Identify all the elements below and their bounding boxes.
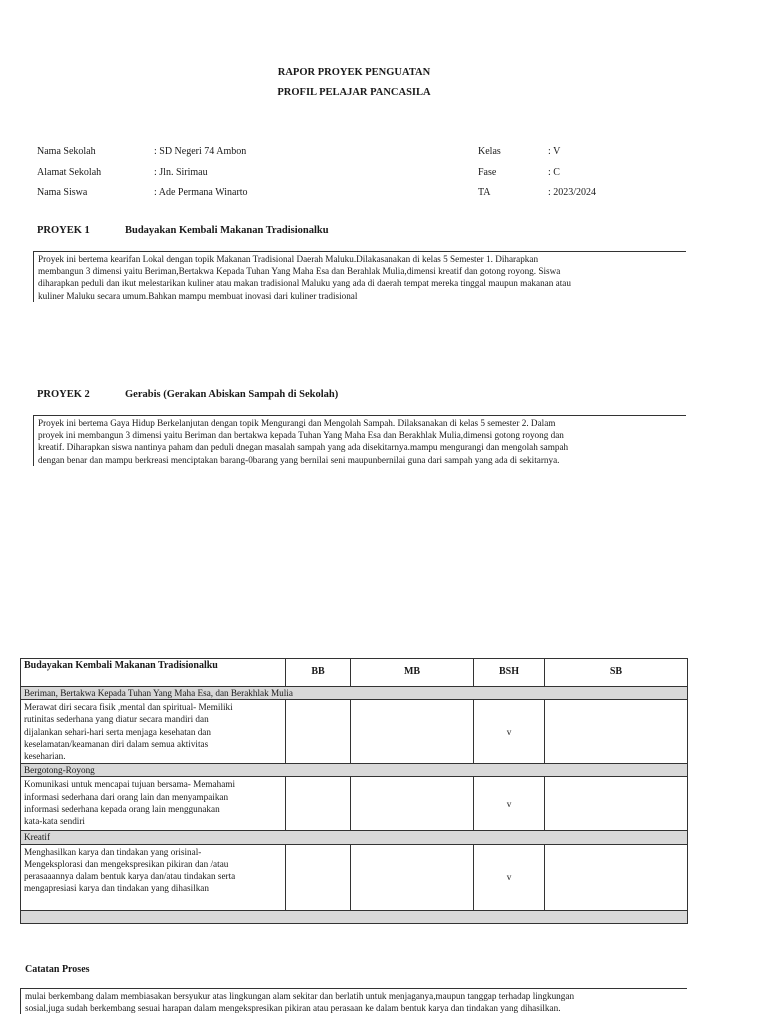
table-row	[21, 700, 688, 764]
criterion-line: keseharian.	[24, 751, 66, 762]
cell-mb	[351, 777, 474, 831]
criterion-line: mengapresiasi karya dan tindakan yang dihasilkan	[24, 883, 209, 894]
process-notes-line: sosial,juga sudah berkembang sesuai harapan dalam mengekspresikan pikiran atau perasaan ke dalam bentuk karya dan tindakan yang dihasilkan.	[25, 1003, 561, 1014]
process-notes-line: mulai berkembang dalam membiasakan bersyukur atas lingkungan alam sekitar dan berlatih untuk menjaganya,maupun tanggap terhadap lingkungan	[25, 991, 575, 1001]
cell-bsh: v	[474, 844, 545, 910]
cell-bb	[286, 777, 351, 831]
project2-description-line: proyek ini membangun 3 dimensi yaitu Beriman dan bertakwa kepada Tuhan Yang Maha Esa dan Berakhlak Mulia,dimensi gotong royong dan	[38, 430, 564, 441]
column-header-mb: MB	[351, 659, 474, 687]
project1-description-line: Proyek ini bertema kearifan Lokal dengan topik Makanan Tradisional Daerah Maluku.Dilakasanakan di kelas 5 Semester 1. Diharapkan	[38, 254, 539, 264]
student-name-value: : Ade Permana Winarto	[154, 187, 248, 198]
process-notes-label: Catatan Proses	[25, 964, 90, 975]
criterion-description	[21, 844, 286, 910]
cell-mb	[351, 844, 474, 910]
table-footer-cell	[21, 910, 688, 923]
table-project-title: Budayakan Kembali Makanan Tradisionalku	[21, 659, 286, 687]
dimension-row	[21, 687, 688, 700]
report-title-line1: RAPOR PROYEK PENGUATAN	[277, 67, 431, 78]
criterion-line: Komunikasi untuk mencapai tujuan bersama- Memahami	[24, 779, 235, 790]
dimension-name: Kreatif	[21, 831, 688, 844]
column-header-sb: SB	[545, 659, 688, 687]
dimension-row	[21, 764, 688, 777]
project2-description	[33, 415, 686, 466]
cell-bb	[286, 700, 351, 764]
cell-bsh: v	[474, 777, 545, 831]
school-name-value: : SD Negeri 74 Ambon	[154, 146, 247, 157]
table-row	[21, 777, 688, 831]
criterion-description	[21, 777, 286, 831]
project1-title: Budayakan Kembali Makanan Tradisionalku	[125, 225, 329, 236]
project1-description	[33, 251, 686, 302]
cell-bb	[286, 844, 351, 910]
criterion-line: Menghasilkan karya dan tindakan yang orisinal-	[24, 846, 202, 857]
project1-description-line: membangun 3 dimensi yaitu Beriman,Bertakwa Kepada Tuhan Yang Maha Esa dan Berahlak Mulia,dimensi kreatif dan gotong royong. Siswa	[38, 266, 561, 277]
table-row	[21, 844, 688, 910]
process-notes-text	[20, 988, 687, 1014]
criterion-line: informasi sederhana kepada orang lain menggunakan	[24, 803, 220, 814]
criterion-description	[21, 700, 286, 764]
table-header-row	[21, 659, 688, 687]
school-address-label: Alamat Sekolah	[37, 167, 102, 178]
project1-label: PROYEK 1	[37, 225, 90, 236]
school-address-value: : Jln. Sirimau	[154, 167, 208, 178]
school-name-label: Nama Sekolah	[37, 146, 96, 157]
cell-sb	[545, 844, 688, 910]
project2-label: PROYEK 2	[37, 389, 90, 400]
assessment-table	[20, 658, 688, 924]
project2-description-line: Proyek ini bertema Gaya Hidup Berkelanjutan dengan topik Mengurangi dan Mengolah Sampah. Dilaksanakan di kelas 5 semester 2. Dalam	[38, 418, 556, 428]
criterion-line: keselamatan/keamanan diri dalam semua aktivitas	[24, 738, 209, 749]
criterion-line: perasaaannya dalam bentuk karya dan/atau tindakan serta	[24, 871, 236, 882]
dimension-row	[21, 831, 688, 844]
dimension-name: Bergotong-Royong	[21, 764, 688, 777]
project1-description-line: kuliner Maluku secara umum.Bahkan mampu membuat inovasi dari kuliner tradisional	[38, 290, 358, 301]
project2-description-line: dengan benar dan mampu berkreasi menciptakan barang-0barang yang bernilai seni maupunbernilai guna dari sampah yang ada di sekitarnya.	[38, 454, 560, 465]
cell-mb	[351, 700, 474, 764]
column-header-bsh: BSH	[474, 659, 545, 687]
criterion-line: rutinitas sederhana yang diatur secara mandiri dan	[24, 714, 209, 725]
cell-sb	[545, 700, 688, 764]
cell-bsh: v	[474, 700, 545, 764]
class-label: Kelas	[478, 146, 501, 157]
criterion-line: kata-kata sendiri	[24, 816, 85, 827]
cell-sb	[545, 777, 688, 831]
table-footer-row	[21, 910, 688, 923]
student-name-label: Nama Siswa	[37, 187, 88, 198]
class-value: : V	[548, 146, 561, 157]
project2-description-line: kreatif. Diharapkan siswa nantinya paham dan peduli dnegan masalah sampah yang ada disekitarnya.mampu mengurangi dan mengolah sampah	[38, 442, 569, 453]
year-label: TA	[478, 187, 491, 198]
project1-description-line: diharapkan peduli dan ikut melestarikan kuliner atau makan tradisional Maluku yang ada di daerah tempat mereka tinggal maupun makanan atau	[38, 278, 571, 289]
column-header-bb: BB	[286, 659, 351, 687]
project2-title: Gerabis (Gerakan Abiskan Sampah di Sekolah)	[125, 389, 339, 400]
year-value: : 2023/2024	[548, 187, 597, 198]
phase-label: Fase	[478, 167, 497, 178]
phase-value: : C	[548, 167, 560, 178]
criterion-line: informasi sederhana dari orang lain dan menyampaikan	[24, 791, 229, 802]
criterion-line: dijalankan sehari-hari serta menjaga kesehatan dan	[24, 726, 211, 737]
criterion-line: Mengeksplorasi dan mengekspresikan pikiran dan /atau	[24, 858, 229, 869]
criterion-line: Merawat diri secara fisik ,mental dan spiritual- Memiliki	[24, 702, 233, 713]
report-title-line2: PROFIL PELAJAR PANCASILA	[277, 87, 431, 98]
dimension-name: Beriman, Bertakwa Kepada Tuhan Yang Maha Esa, dan Berakhlak Mulia	[21, 687, 688, 700]
